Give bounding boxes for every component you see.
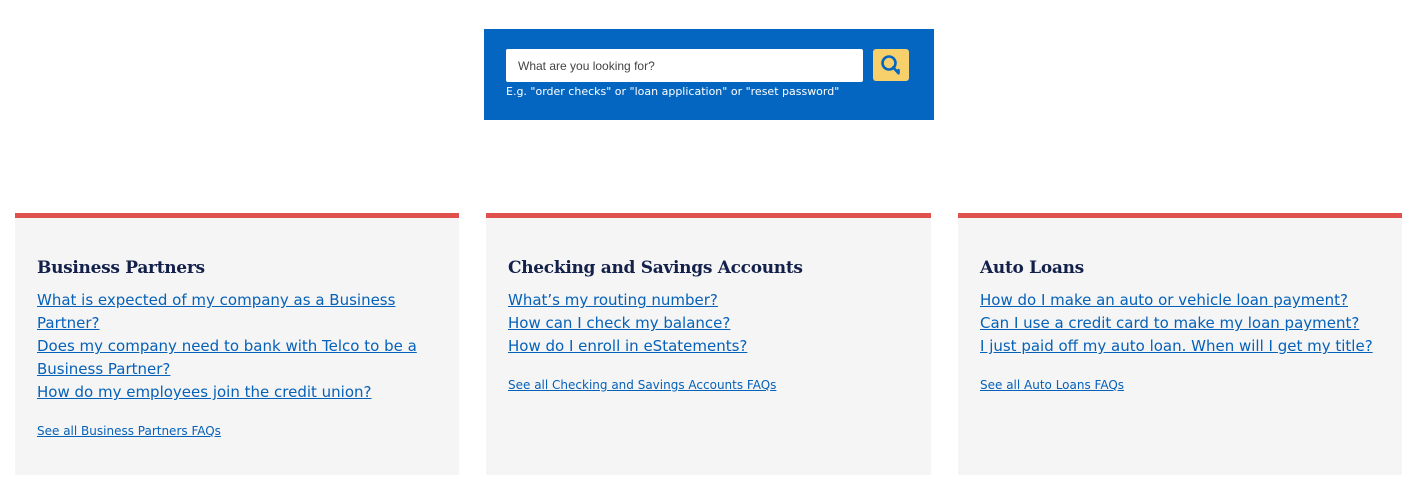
- faq-link[interactable]: How can I check my balance?: [508, 314, 731, 332]
- search-icon: [880, 54, 902, 76]
- faq-link[interactable]: What is expected of my company as a Business Partner?: [37, 291, 396, 332]
- see-all-link[interactable]: See all Business Partners FAQs: [37, 424, 221, 438]
- faq-item: [508, 289, 908, 312]
- faq-link[interactable]: How do my employees join the credit union?: [37, 383, 372, 401]
- search-input[interactable]: [506, 49, 863, 82]
- faq-item: [508, 312, 908, 335]
- search-panel: [484, 29, 934, 120]
- see-all-link[interactable]: See all Auto Loans FAQs: [980, 378, 1125, 392]
- faq-item: [980, 335, 1380, 358]
- faq-link[interactable]: How do I make an auto or vehicle loan payment?: [980, 291, 1348, 309]
- search-hint: E.g. "order checks" or "loan application" or "reset password": [506, 85, 840, 98]
- faq-card-checking-savings: [486, 213, 931, 475]
- card-title: Auto Loans: [980, 258, 1084, 278]
- faq-link[interactable]: Can I use a credit card to make my loan payment?: [980, 314, 1360, 332]
- faq-item: [980, 289, 1380, 312]
- faq-link[interactable]: Does my company need to bank with Telco to be a Business Partner?: [37, 337, 417, 378]
- faq-list: [508, 289, 908, 358]
- faq-list: [980, 289, 1380, 358]
- faq-card-business-partners: [15, 213, 459, 475]
- search-button[interactable]: [873, 49, 909, 81]
- faq-list: [37, 289, 437, 404]
- faq-item: [37, 335, 437, 381]
- see-all-link[interactable]: See all Checking and Savings Accounts FAQs: [508, 378, 777, 392]
- card-title: Checking and Savings Accounts: [508, 258, 803, 278]
- faq-link[interactable]: I just paid off my auto loan. When will I get my title?: [980, 337, 1373, 355]
- faq-item: [508, 335, 908, 358]
- faq-card-auto-loans: [958, 213, 1402, 475]
- faq-item: [37, 381, 437, 404]
- faq-link[interactable]: How do I enroll in eStatements?: [508, 337, 748, 355]
- faq-item: [980, 312, 1380, 335]
- card-title: Business Partners: [37, 258, 205, 278]
- faq-link[interactable]: What’s my routing number?: [508, 291, 718, 309]
- faq-item: [37, 289, 437, 335]
